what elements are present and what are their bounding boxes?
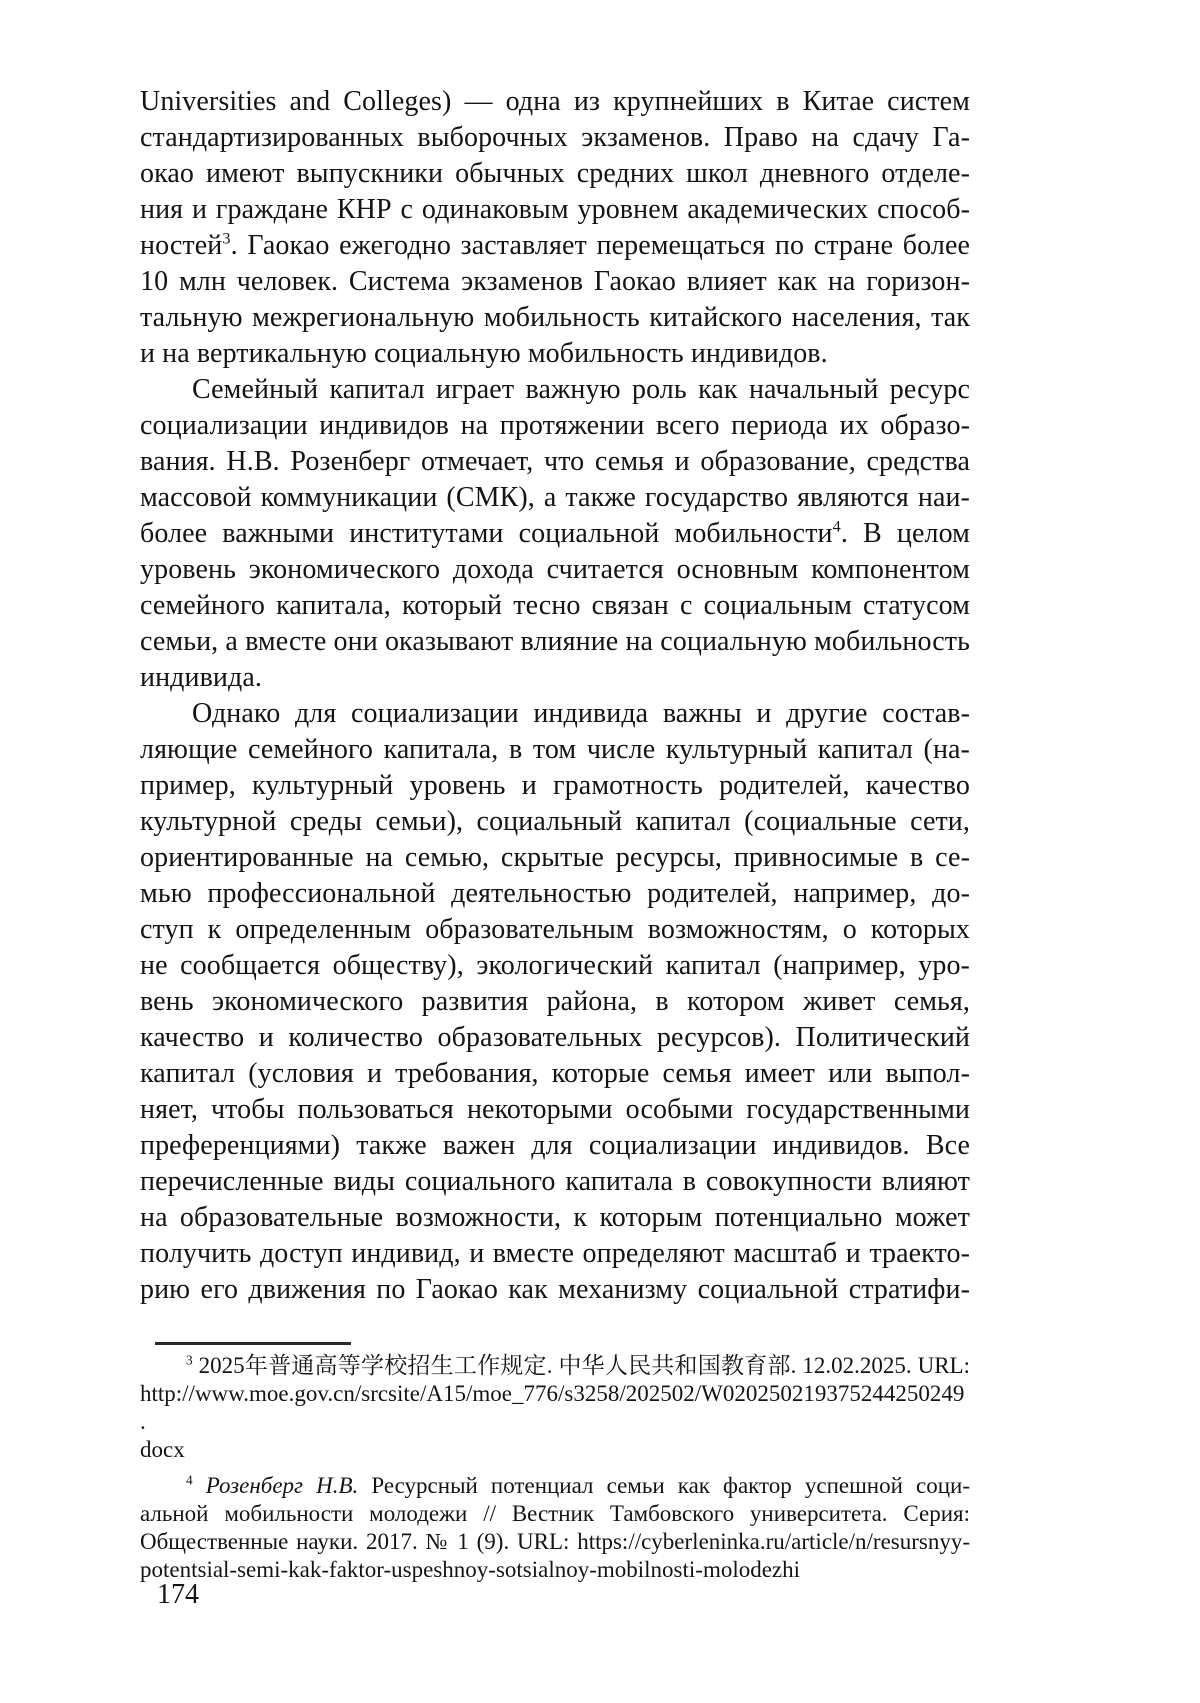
text-line: качество и количество образовательных ресурсов). Политический bbox=[140, 1022, 970, 1053]
text-line: уровень экономического дохода считается основным компонентом bbox=[140, 554, 970, 585]
footnote-line: альной мобильности молодежи // Вестник Тамбовского университета. Серия: bbox=[140, 1501, 970, 1526]
text-line bbox=[140, 228, 970, 264]
footnote-line: http://www.moe.gov.cn/srcsite/A15/moe_776/s3258/202502/W020250219375244250249. bbox=[140, 1381, 965, 1434]
footnote-line bbox=[140, 1472, 970, 1500]
footnote-marker-4: 4 bbox=[186, 1472, 193, 1488]
text-line: пример, культурный уровень и грамотность родителей, качество bbox=[140, 770, 970, 801]
footnote-line: potentsial-semi-kak-faktor-uspeshnoy-sotsialnoy-mobilnosti-molodezhi bbox=[140, 1557, 801, 1582]
line-segment: . В целом bbox=[840, 518, 970, 549]
text-line: ориентированные на семью, скрытые ресурсы, привносимые в се- bbox=[140, 842, 970, 873]
paragraph-1 bbox=[140, 84, 970, 372]
footnote-ref-3: 3 bbox=[222, 229, 231, 248]
body-text bbox=[140, 84, 970, 1308]
footnote-line bbox=[140, 1352, 970, 1380]
text-line: ступ к определенным образовательным возможностям, о которых bbox=[140, 914, 970, 945]
line-segment: более важными институтами социальной мобильности bbox=[140, 518, 833, 549]
text-line: Семейный капитал играет важную роль как начальный ресурс bbox=[192, 374, 970, 405]
text-line: на образовательные возможности, к которым потенциально может bbox=[140, 1202, 970, 1233]
text-line: индивида. bbox=[140, 662, 262, 693]
text-line: ляющие семейного капитала, в том числе культурный капитал (на- bbox=[140, 734, 970, 765]
page-number: 174 bbox=[157, 1579, 199, 1610]
text-line: окао имеют выпускники обычных средних школ дневного отделе- bbox=[140, 158, 970, 189]
text-line: стандартизированных выборочных экзаменов. Право на сдачу Га- bbox=[140, 122, 970, 153]
text-line bbox=[140, 516, 970, 552]
footnote-text: 2025年普通高等学校招生工作规定. 中华人民共和国教育部. 12.02.2025. URL: bbox=[192, 1353, 970, 1378]
text-line: преференциями) также важен для социализации индивидов. Все bbox=[140, 1130, 970, 1161]
footnote-line: Общественные науки. 2017. № 1 (9). URL: https://cyberleninka.ru/article/n/resursnyy- bbox=[140, 1529, 970, 1554]
text-line: Однако для социализации индивида важны и другие состав- bbox=[192, 698, 970, 729]
text-line: и на вертикальную социальную мобильность индивидов. bbox=[140, 338, 828, 369]
footnote-separator-rule bbox=[155, 1342, 351, 1345]
footnote-ref-4: 4 bbox=[832, 517, 841, 536]
text-line: культурной среды семьи), социальный капитал (социальные сети, bbox=[140, 806, 970, 837]
text-line: вень экономического развития района, в котором живет семья, bbox=[140, 986, 970, 1017]
text-line: семьи, а вместе они оказывают влияние на социальную мобильность bbox=[140, 626, 970, 657]
footnote-4 bbox=[140, 1472, 970, 1584]
text-line: социализации индивидов на протяжении всего периода их образо- bbox=[140, 410, 970, 441]
text-line: перечисленные виды социального капитала в совокупности влияют bbox=[140, 1166, 970, 1197]
line-segment: ностей bbox=[140, 230, 223, 261]
text-line: тальную межрегиональную мобильность китайского населения, так bbox=[140, 302, 970, 333]
text-line: 10 млн человек. Система экзаменов Гаокао влияет как на горизон- bbox=[140, 266, 970, 297]
footnotes bbox=[140, 1352, 970, 1584]
paragraph-3 bbox=[140, 696, 970, 1308]
text-line: семейного капитала, который тесно связан с социальным статусом bbox=[140, 590, 970, 621]
footnote-text: Ресурсный потенциал семьи как фактор успешной соци- bbox=[358, 1473, 970, 1498]
footnote-marker-3: 3 bbox=[186, 1352, 193, 1368]
text-line: мью профессиональной деятельностью родителей, например, до- bbox=[140, 878, 970, 909]
text-line: получить доступ индивид, и вместе определяют масштаб и траекто- bbox=[140, 1238, 970, 1269]
text-line: массовой коммуникации (СМК), а также государство являются наи- bbox=[140, 482, 970, 513]
footnote-author: Розенберг Н.В. bbox=[205, 1473, 359, 1498]
text-line: рию его движения по Гаокао как механизму социальной стратифи- bbox=[140, 1274, 970, 1305]
paragraph-2 bbox=[140, 372, 970, 696]
text-line: вания. Н.В. Розенберг отмечает, что семья и образование, средства bbox=[140, 446, 970, 477]
line-segment: . Гаокао ежегодно заставляет перемещаться по стране более bbox=[230, 230, 970, 261]
footnote-3 bbox=[140, 1352, 970, 1464]
footnote-line: docx bbox=[140, 1437, 185, 1462]
text-line: не сообщается обществу), экологический капитал (например, уро- bbox=[140, 950, 970, 981]
text-line: няет, чтобы пользоваться некоторыми особыми государственными bbox=[140, 1094, 970, 1125]
text-line: Universities and Colleges) — одна из крупнейших в Китае систем bbox=[140, 86, 970, 117]
text-line: ния и граждане КНР с одинаковым уровнем академических способ- bbox=[140, 194, 970, 225]
text-line: капитал (условия и требования, которые семья имеет или выпол- bbox=[140, 1058, 970, 1089]
